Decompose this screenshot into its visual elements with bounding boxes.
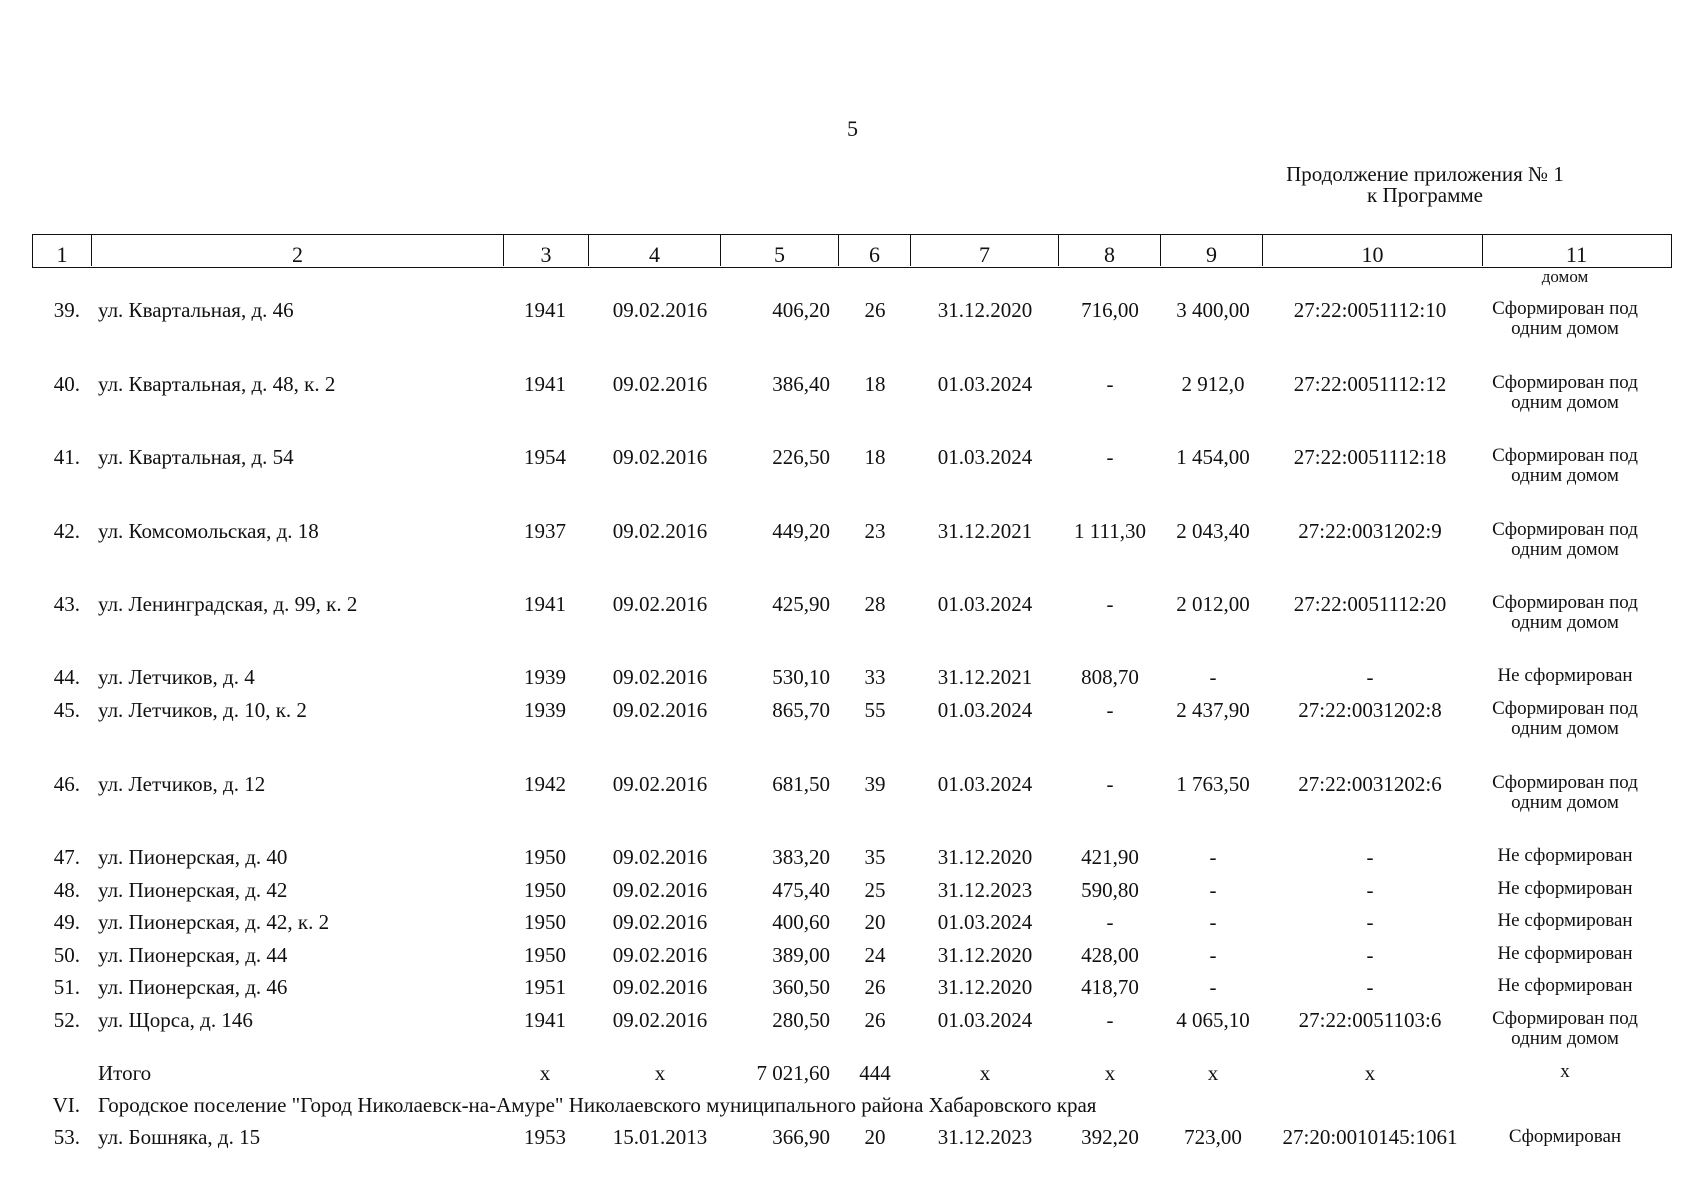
land-status: Не сформирован <box>1497 665 1633 686</box>
row-number: 44. <box>53 665 80 689</box>
land-status: Не сформирован <box>1497 845 1633 866</box>
value-col9: 2 043,40 <box>1176 519 1250 543</box>
date: 09.02.2016 <box>612 665 708 689</box>
value-col8: - <box>1106 698 1114 722</box>
date: х <box>654 1061 666 1085</box>
value-col8: - <box>1106 772 1114 796</box>
area: 530,10 <box>772 665 830 689</box>
area: 406,20 <box>772 298 830 322</box>
address: ул. Летчиков, д. 10, к. 2 <box>98 698 307 722</box>
people-count: 24 <box>864 943 886 967</box>
people-count: 20 <box>864 910 886 934</box>
date: 09.02.2016 <box>612 1008 708 1032</box>
total-label: Итого <box>98 1061 152 1085</box>
value-col8: - <box>1106 592 1114 616</box>
cadastral-number: - <box>1366 975 1374 999</box>
cadastral-number: 27:22:0031202:8 <box>1298 698 1442 722</box>
land-status: Сформирован под одним домом <box>1492 298 1638 339</box>
value-col9: - <box>1209 665 1217 689</box>
land-status: Не сформирован <box>1497 910 1633 931</box>
page-number: 5 <box>847 116 858 141</box>
column-number: 8 <box>1058 235 1160 266</box>
row-number: 48. <box>53 878 80 902</box>
land-status: Не сформирован <box>1497 878 1633 899</box>
term-date: 31.12.2023 <box>937 878 1033 902</box>
row-number: 50. <box>53 943 80 967</box>
value-col9: 3 400,00 <box>1176 298 1250 322</box>
term-date: 01.03.2024 <box>937 1008 1033 1032</box>
cadastral-number: - <box>1366 665 1374 689</box>
people-count: 18 <box>864 445 886 469</box>
year: 1953 <box>524 1125 566 1149</box>
land-status: Сформирован под одним домом <box>1492 445 1638 486</box>
people-count: 26 <box>864 975 886 999</box>
area: 681,50 <box>772 772 830 796</box>
area: 360,50 <box>772 975 830 999</box>
cadastral-number: - <box>1366 943 1374 967</box>
value-col9: х <box>1207 1061 1219 1085</box>
cadastral-number: 27:22:0051112:10 <box>1293 298 1447 322</box>
row-number: 53. <box>53 1125 80 1149</box>
term-date: 01.03.2024 <box>937 772 1033 796</box>
row-number: 52. <box>53 1008 80 1032</box>
term-date: 01.03.2024 <box>937 592 1033 616</box>
address: ул. Летчиков, д. 12 <box>98 772 266 796</box>
date: 09.02.2016 <box>612 372 708 396</box>
address: ул. Квартальная, д. 48, к. 2 <box>98 372 336 396</box>
term-date: 01.03.2024 <box>937 445 1033 469</box>
section-title: Городское поселение "Город Николаевск-на-Амуре" Николаевского муниципального района Хабаровского края <box>98 1093 1097 1117</box>
value-col8: 392,20 <box>1081 1125 1139 1149</box>
column-number: 4 <box>588 235 720 266</box>
value-col9: - <box>1209 910 1217 934</box>
cadastral-number: 27:22:0031202:9 <box>1298 519 1442 543</box>
row-number: 45. <box>53 698 80 722</box>
cadastral-number: - <box>1366 845 1374 869</box>
term-date: 31.12.2020 <box>937 975 1033 999</box>
address: ул. Квартальная, д. 54 <box>98 445 294 469</box>
section-number: VI. <box>52 1093 80 1117</box>
land-status: Сформирован под одним домом <box>1492 772 1638 813</box>
year: 1941 <box>524 298 566 322</box>
area: 226,50 <box>772 445 830 469</box>
area: 865,70 <box>772 698 830 722</box>
address: ул. Пионерская, д. 44 <box>98 943 288 967</box>
people-count: 25 <box>864 878 886 902</box>
value-col8: 428,00 <box>1081 943 1139 967</box>
year: 1950 <box>524 878 566 902</box>
cadastral-number: 27:22:0051112:18 <box>1293 445 1447 469</box>
row-number: 41. <box>53 445 80 469</box>
year: 1950 <box>524 845 566 869</box>
row-number: 51. <box>53 975 80 999</box>
value-col9: 723,00 <box>1184 1125 1242 1149</box>
cadastral-number: 27:20:0010145:1061 <box>1282 1125 1458 1149</box>
column-number: 9 <box>1160 235 1262 266</box>
row-number: 47. <box>53 845 80 869</box>
address: ул. Комсомольская, д. 18 <box>98 519 319 543</box>
date: 09.02.2016 <box>612 445 708 469</box>
value-col9: 1 763,50 <box>1176 772 1250 796</box>
term-date: 31.12.2021 <box>937 519 1033 543</box>
value-col8: 590,80 <box>1081 878 1139 902</box>
value-col8: х <box>1104 1061 1116 1085</box>
column-number: 5 <box>720 235 838 266</box>
row-number: 42. <box>53 519 80 543</box>
area: 425,90 <box>772 592 830 616</box>
column-number: 3 <box>503 235 588 266</box>
row-number: 46. <box>53 772 80 796</box>
land-status: Сформирован под одним домом <box>1492 1008 1638 1049</box>
date: 09.02.2016 <box>612 519 708 543</box>
row-number: 39. <box>53 298 80 322</box>
term-date: 31.12.2021 <box>937 665 1033 689</box>
value-col9: - <box>1209 975 1217 999</box>
address: ул. Ленинградская, д. 99, к. 2 <box>98 592 358 616</box>
people-count: 35 <box>864 845 886 869</box>
date: 09.02.2016 <box>612 910 708 934</box>
value-col9: 1 454,00 <box>1176 445 1250 469</box>
term-date: 31.12.2020 <box>937 845 1033 869</box>
value-col9: 2 437,90 <box>1176 698 1250 722</box>
year: 1937 <box>524 519 566 543</box>
people-count: 20 <box>864 1125 886 1149</box>
value-col9: 2 912,0 <box>1181 372 1245 396</box>
year: 1939 <box>524 698 566 722</box>
people-count: 23 <box>864 519 886 543</box>
land-status: Не сформирован <box>1497 975 1633 996</box>
address: ул. Квартальная, д. 46 <box>98 298 294 322</box>
land-status: Не сформирован <box>1497 943 1633 964</box>
total-people: 444 <box>859 1061 891 1085</box>
date: 15.01.2013 <box>612 1125 708 1149</box>
date: 09.02.2016 <box>612 298 708 322</box>
value-col9: - <box>1209 943 1217 967</box>
term-date: х <box>979 1061 991 1085</box>
address: ул. Щорса, д. 146 <box>98 1008 253 1032</box>
address: ул. Пионерская, д. 42, к. 2 <box>98 910 330 934</box>
land-status: Сформирован под одним домом <box>1492 698 1638 739</box>
cadastral-number: 27:22:0051112:12 <box>1293 372 1447 396</box>
date: 09.02.2016 <box>612 943 708 967</box>
cadastral-number: - <box>1366 878 1374 902</box>
value-col8: 1 111,30 <box>1074 519 1146 543</box>
row-number: 49. <box>53 910 80 934</box>
appendix-note-line2: к Программе <box>1367 183 1483 207</box>
area: 389,00 <box>772 943 830 967</box>
area: 475,40 <box>772 878 830 902</box>
cadastral-number: х <box>1364 1061 1376 1085</box>
value-col8: - <box>1106 910 1114 934</box>
date: 09.02.2016 <box>612 878 708 902</box>
year: 1941 <box>524 372 566 396</box>
people-count: 26 <box>864 298 886 322</box>
people-count: 39 <box>864 772 886 796</box>
total-area: 7 021,60 <box>756 1061 830 1085</box>
year: 1941 <box>524 592 566 616</box>
people-count: 33 <box>864 665 886 689</box>
area: 449,20 <box>772 519 830 543</box>
term-date: 01.03.2024 <box>937 698 1033 722</box>
value-col9: 2 012,00 <box>1176 592 1250 616</box>
land-status: Сформирован под одним домом <box>1492 592 1638 633</box>
value-col9: - <box>1209 845 1217 869</box>
date: 09.02.2016 <box>612 592 708 616</box>
value-col9: 4 065,10 <box>1176 1008 1250 1032</box>
value-col8: - <box>1106 372 1114 396</box>
year: х <box>539 1061 551 1085</box>
value-col8: 716,00 <box>1081 298 1139 322</box>
column-number: 2 <box>91 235 503 266</box>
address: ул. Пионерская, д. 42 <box>98 878 288 902</box>
date: 09.02.2016 <box>612 698 708 722</box>
land-status: Сформирован под одним домом <box>1492 519 1638 560</box>
term-date: 01.03.2024 <box>937 372 1033 396</box>
area: 383,20 <box>772 845 830 869</box>
value-col8: - <box>1106 1008 1114 1032</box>
column-number: 7 <box>910 235 1058 266</box>
value-col8: 421,90 <box>1081 845 1139 869</box>
year: 1950 <box>524 943 566 967</box>
people-count: 55 <box>864 698 886 722</box>
year: 1942 <box>524 772 566 796</box>
column-number: 6 <box>838 235 910 266</box>
column-number: 10 <box>1262 235 1482 266</box>
people-count: 28 <box>864 592 886 616</box>
land-status: Сформирован <box>1508 1126 1622 1147</box>
cadastral-number: 27:22:0031202:6 <box>1298 772 1442 796</box>
address: ул. Пионерская, д. 46 <box>98 975 288 999</box>
area: 280,50 <box>772 1008 830 1032</box>
column-number: 1 <box>56 242 68 267</box>
people-count: 18 <box>864 372 886 396</box>
carryover-text: домом <box>1541 267 1589 286</box>
value-col8: - <box>1106 445 1114 469</box>
row-number: 40. <box>53 372 80 396</box>
date: 09.02.2016 <box>612 975 708 999</box>
row-number: 43. <box>53 592 80 616</box>
cadastral-number: 27:22:0051112:20 <box>1293 592 1447 616</box>
value-col8: 808,70 <box>1081 665 1139 689</box>
land-status: х <box>1560 1061 1570 1082</box>
year: 1951 <box>524 975 566 999</box>
address: ул. Пионерская, д. 40 <box>98 845 288 869</box>
land-status: Сформирован под одним домом <box>1492 372 1638 413</box>
value-col9: - <box>1209 878 1217 902</box>
date: 09.02.2016 <box>612 772 708 796</box>
address: ул. Бошняка, д. 15 <box>98 1125 261 1149</box>
term-date: 31.12.2020 <box>937 298 1033 322</box>
address: ул. Летчиков, д. 4 <box>98 665 255 689</box>
term-date: 01.03.2024 <box>937 910 1033 934</box>
date: 09.02.2016 <box>612 845 708 869</box>
term-date: 31.12.2023 <box>937 1125 1033 1149</box>
cadastral-number: 27:22:0051103:6 <box>1298 1008 1442 1032</box>
area: 366,90 <box>772 1125 830 1149</box>
people-count: 26 <box>864 1008 886 1032</box>
appendix-note-line1: Продолжение приложения № 1 <box>1286 162 1564 186</box>
area: 386,40 <box>772 372 830 396</box>
area: 400,60 <box>772 910 830 934</box>
year: 1939 <box>524 665 566 689</box>
year: 1941 <box>524 1008 566 1032</box>
year: 1950 <box>524 910 566 934</box>
year: 1954 <box>524 445 566 469</box>
term-date: 31.12.2020 <box>937 943 1033 967</box>
cadastral-number: - <box>1366 910 1374 934</box>
column-number: 11 <box>1482 235 1670 266</box>
value-col8: 418,70 <box>1081 975 1139 999</box>
